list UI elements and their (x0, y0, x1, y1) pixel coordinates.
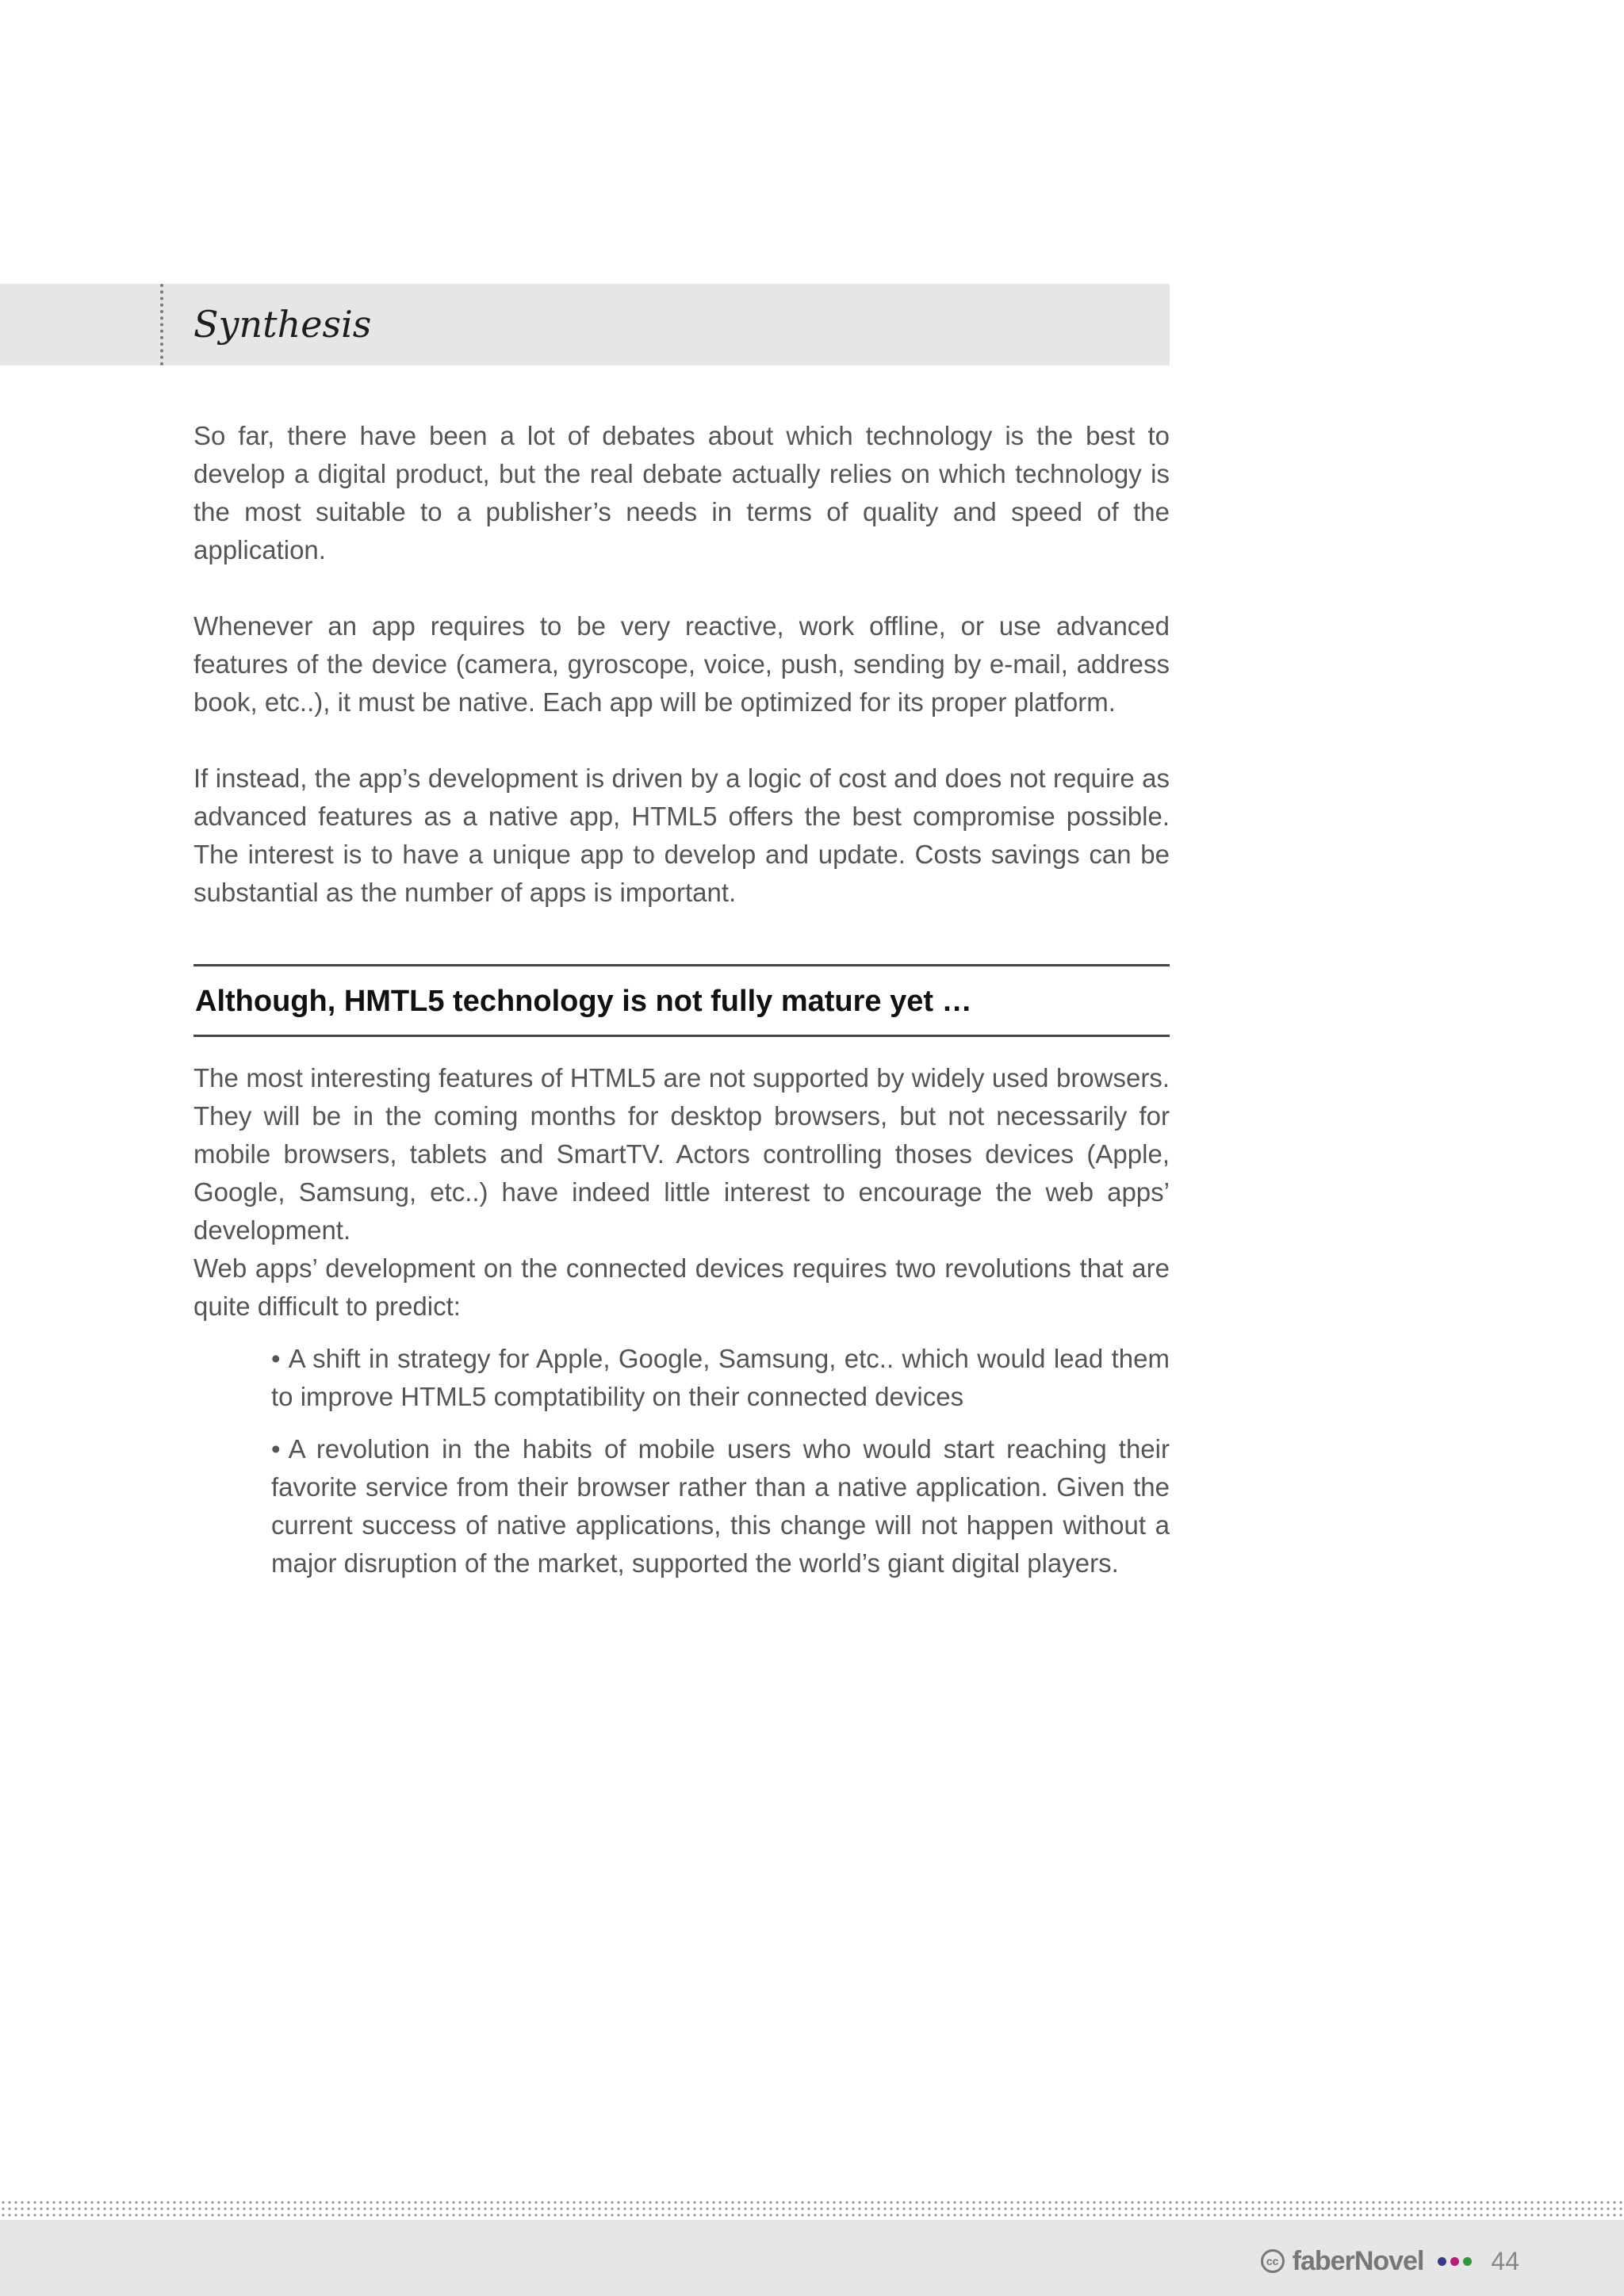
body-paragraph: The most interesting features of HTML5 are not supported by widely used browsers. They will be in the coming months for desktop browsers, but not necessarily for mobile browsers, tablets and SmartTV. Actors controlling thoses devices (Apple, Google, Samsung, etc..) have indeed little interest to encourage the web apps’ development. (193, 1063, 1170, 1245)
brand-name: faberNovel (1292, 2245, 1424, 2276)
main-content (193, 417, 1170, 1597)
intro-paragraph: Whenever an app requires to be very reactive, work offline, or use advanced features of the device (camera, gyroscope, voice, push, sending by e-mail, address book, etc..), it must be native. Each app will be optimized for its proper platform. (193, 611, 1170, 717)
brand-dot (1463, 2257, 1472, 2266)
bullet-mark: • (271, 1434, 281, 1464)
subheading: Although, HMTL5 technology is not fully mature yet … (195, 985, 972, 1018)
dotted-border (0, 2199, 1624, 2220)
brand-logo (1261, 2245, 1519, 2277)
section-title: Synthesis (193, 303, 372, 346)
page-number: 44 (1491, 2246, 1519, 2275)
creative-commons-icon: cc (1261, 2249, 1285, 2273)
intro-paragraph: So far, there have been a lot of debates about which technology is the best to develop a digital product, but the real debate actually relies on which technology is the most suitable to a publisher’s needs in terms of quality and speed of the application. (193, 421, 1170, 564)
dotted-divider (160, 284, 163, 365)
brand-dot (1450, 2257, 1459, 2266)
bullet-item (271, 1430, 1170, 1582)
bullet-mark: • (271, 1344, 281, 1373)
bullet-text: A revolution in the habits of mobile users who would start reaching their favorite service from their browser rather than a native application. Given the current success of native applications, this change will not happen without a major disruption of the market, supported the world’s giant digital players. (271, 1434, 1170, 1578)
page-footer (0, 2199, 1624, 2296)
subheading-box (193, 964, 1170, 1037)
section-title-band (0, 284, 1170, 365)
body-block (193, 1059, 1170, 1582)
bullet-item (271, 1340, 1170, 1416)
brand-dots-icon (1438, 2257, 1472, 2266)
bullet-list (271, 1340, 1170, 1582)
brand-dot (1438, 2257, 1446, 2266)
body-paragraph: Web apps’ development on the connected devices requires two revolutions that are quite difficult to predict: (193, 1253, 1170, 1321)
intro-paragraph: If instead, the app’s development is driven by a logic of cost and does not require as advanced features as a native app, HTML5 offers the best compromise possible. The interest is to have a unique app to develop and update. Costs savings can be substantial as the number of apps is important. (193, 763, 1170, 907)
bullet-text: A shift in strategy for Apple, Google, Samsung, etc.. which would lead them to improve HTML5 comptatibility on their connected devices (271, 1344, 1170, 1411)
